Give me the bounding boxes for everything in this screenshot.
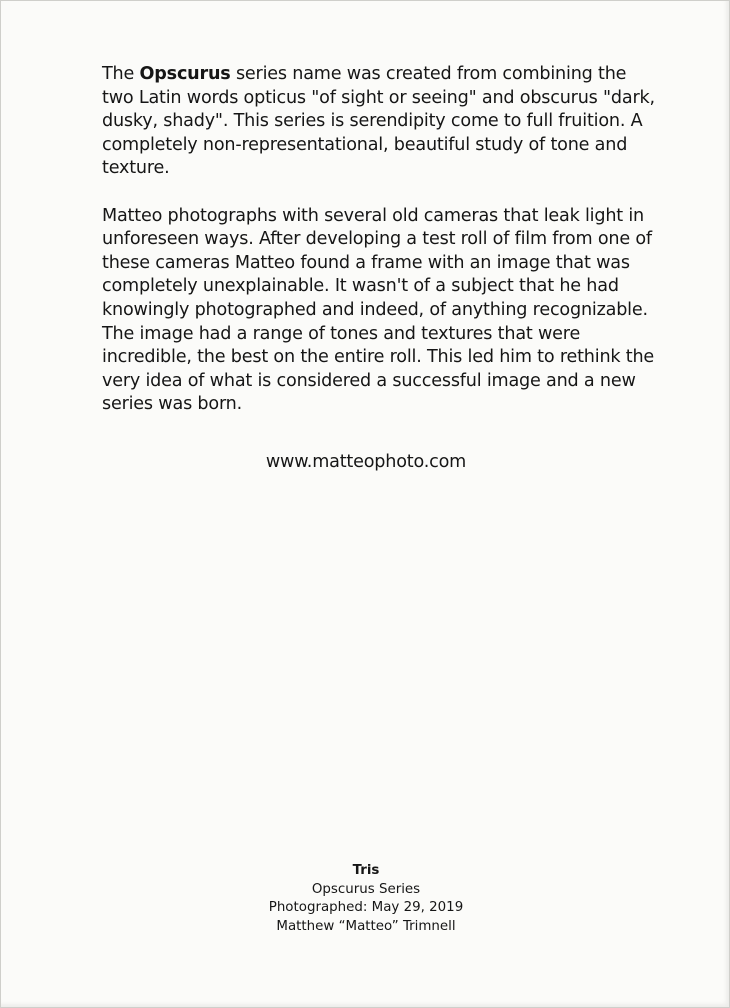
artist-name: Matthew “Matteo” Trimnell: [276, 918, 456, 934]
intro-word: The: [102, 64, 140, 84]
description-paragraph-2: Matteo photographs with several old cameras that leak light in unforeseen ways. After developing a test roll of film from one of these cameras Matteo found a frame with an image that was completely unexplainable. It wasn't of a subject that he had knowingly photographed and indeed, of anything recognizable. The image had a range of tones and textures that were incredible, the best on the entire roll. This led him to rethink the very idea of what is considered a successful image and a new series was born.: [102, 205, 655, 415]
series-name: Opscurus: [139, 64, 231, 84]
artwork-title: Tris: [352, 863, 380, 878]
series-label: Opscurus Series: [311, 881, 421, 897]
series-description: [102, 63, 662, 417]
paragraph-1-text: series name was created from combining the two Latin words opticus "of sight or seeing" and obscurus "dark, dusky, shady". This series is serendipity come to full fruition. A completely non-representational, beautiful study of tone and texture.: [102, 64, 655, 179]
description-paragraph-1: [102, 63, 662, 181]
artwork-caption: [1, 862, 730, 936]
photographed-date: Photographed: May 29, 2019: [268, 900, 464, 915]
website-url: www.matteophoto.com: [265, 452, 467, 472]
